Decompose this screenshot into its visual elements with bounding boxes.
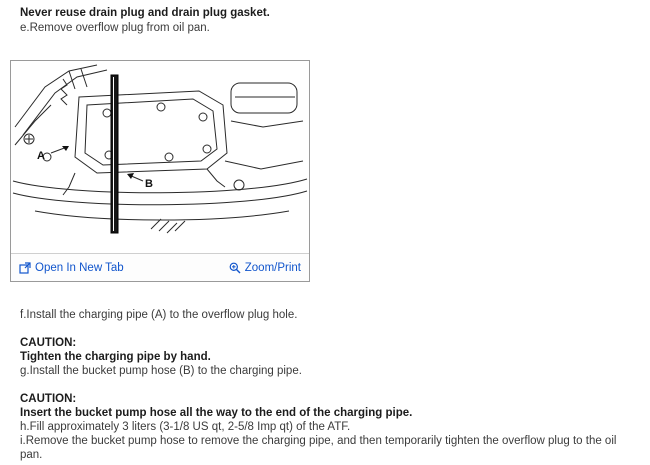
step-g-text: g.Install the bucket pump hose (B) to the charging pipe. (20, 365, 302, 377)
zoom-print-link[interactable] (229, 262, 301, 274)
figure-panel (10, 60, 310, 282)
step-i-text: i.Remove the bucket pump hose to remove the charging pipe, and then temporarily tighten the overflow plug to the oil pan. (20, 435, 617, 461)
caution2-title: CAUTION: (20, 393, 77, 405)
warning-text: Never reuse drain plug and drain plug gasket. (20, 7, 270, 19)
zoom-print-icon (229, 262, 241, 274)
caution2-text: Insert the bucket pump hose all the way to the end of the charging pipe. (20, 407, 413, 419)
caution1-text: Tighten the charging pipe by hand. (20, 351, 211, 363)
open-in-new-tab-label: Open In New Tab (35, 261, 124, 274)
figure-label-a: A (37, 150, 45, 162)
open-in-new-tab-icon (19, 262, 31, 274)
figure-label-b: B (145, 178, 153, 190)
open-in-new-tab-link[interactable] (19, 262, 124, 274)
zoom-print-label: Zoom/Print (244, 261, 301, 274)
figure-toolbar (11, 253, 309, 281)
underbody-diagram-svg (11, 61, 309, 253)
step-e-text: e.Remove overflow plug from oil pan. (20, 22, 210, 34)
step-f-text: f.Install the charging pipe (A) to the overflow plug hole. (20, 309, 298, 321)
step-h-text: h.Fill approximately 3 liters (3-1/8 US qt, 2-5/8 Imp qt) of the ATF. (20, 421, 351, 433)
caution1-title: CAUTION: (20, 337, 77, 349)
underbody-diagram (11, 61, 309, 253)
